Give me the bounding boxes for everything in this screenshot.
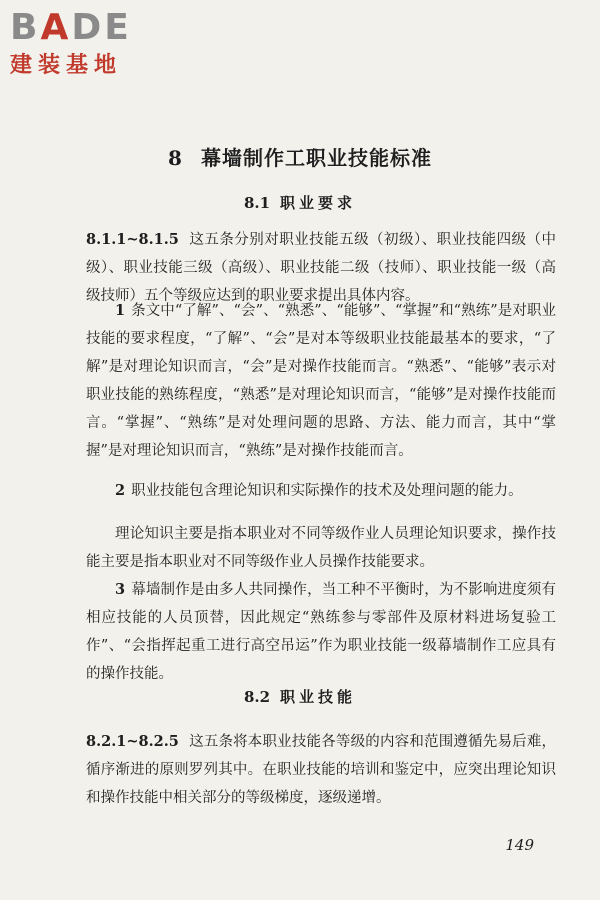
brand-logo — [10, 8, 180, 80]
logo-wordmark — [10, 8, 180, 48]
section-number: 8.1 — [243, 194, 271, 212]
clause-number: 8.2.1~8.2.5 — [86, 733, 179, 750]
paragraph-item-3 — [86, 576, 556, 688]
chapter-title-text: 幕墙制作工职业技能标准 — [200, 146, 432, 170]
chapter-title — [0, 142, 600, 171]
clause-number: 8.1.1~8.1.5 — [86, 231, 179, 248]
paragraph-text: 条文中“了解”、“会”、“熟悉”、“能够”、“掌握”和“熟练”是对职业技能的要求程度，“了解”、“会”是对本等级职业技能最基本的要求，“了解”是对理论知识而言，“会”是对操作技能而言。“熟悉”、“能够”表示对职业技能的熟练程度，“熟悉”是对理论知识而言，“能够”是对操作技能而言。“掌握”、“熟练”是对处理问题的思路、方法、能力而言，其中“掌握”是对理论知识而言，“熟练”是对操作技能而言。 — [86, 303, 556, 459]
logo-letters-de: DE — [71, 7, 132, 48]
paragraph-item-1 — [86, 297, 556, 465]
section-number: 8.2 — [243, 688, 271, 706]
section-heading-8-2 — [0, 686, 600, 707]
paragraph-text: 这五条将本职业技能各等级的内容和范围遵循先易后难，循序渐进的原则罗列其中。在职业技能的培训和鉴定中，应突出理论知识和操作技能中相关部分的等级梯度，逐级递增。 — [86, 734, 556, 806]
logo-subtitle: 建装基地 — [10, 53, 123, 78]
paragraph-text: 职业技能包含理论知识和实际操作的技术及处理问题的能力。 — [131, 483, 523, 499]
paragraph-text: 理论知识主要是指本职业对不同等级作业人员理论知识要求，操作技能主要是指本职业对不同等级作业人员操作技能要求。 — [86, 526, 556, 570]
item-number: 1 — [115, 302, 126, 319]
item-number: 2 — [115, 482, 126, 499]
item-number: 3 — [115, 581, 126, 598]
section-title-text: 职业技能 — [280, 688, 357, 706]
page-number: 149 — [505, 836, 534, 854]
paragraph-item-2 — [86, 477, 556, 505]
section-title-text: 职业要求 — [280, 194, 357, 212]
chapter-number: 8 — [168, 146, 183, 170]
logo-letter-a: A — [40, 7, 72, 48]
paragraph-text: 幕墙制作是由多人共同操作，当工种不平衡时，为不影响进度须有相应技能的人员顶替，因此规定“熟练参与零部件及原材料进场复验工作”、“会指挥起重工进行高空吊运”作为职业技能一级幕墙制作工应具有的操作技能。 — [86, 582, 556, 682]
paragraph-text: 这五条分别对职业技能五级（初级）、职业技能四级（中级）、职业技能三级（高级）、职业技能二级（技师）、职业技能一级（高级技师）五个等级应达到的职业要求提出具体内容。 — [86, 232, 556, 304]
paragraph-clause-8-2-1 — [86, 728, 556, 812]
paragraph-item-2-detail — [86, 520, 556, 576]
section-heading-8-1 — [0, 192, 600, 213]
logo-letter-b: B — [10, 7, 41, 48]
